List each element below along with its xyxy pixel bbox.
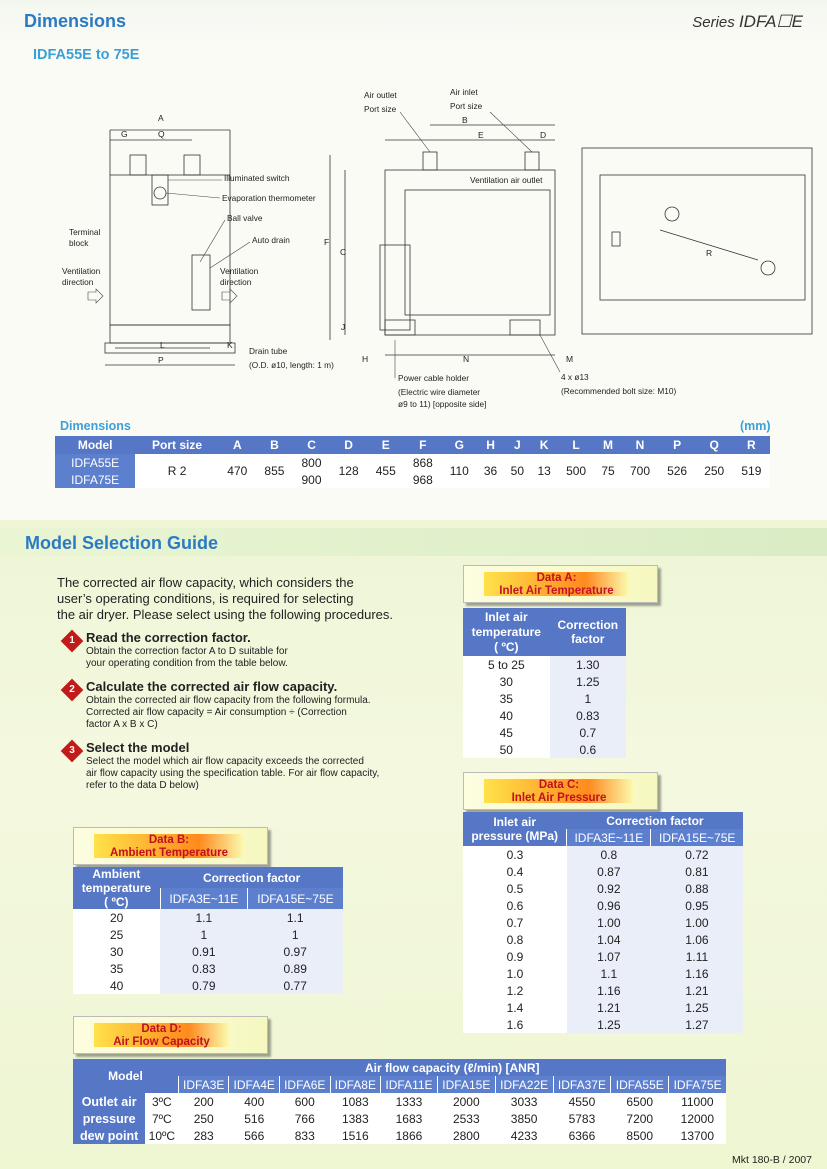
label-M: M bbox=[566, 354, 574, 364]
guide-intro-line: The corrected air flow capacity, which considers the bbox=[57, 575, 354, 590]
factor-cell: 1 bbox=[160, 926, 247, 943]
value-cell: 868 bbox=[404, 454, 441, 471]
callout-ventilation-air-outlet: Ventilation air outlet bbox=[470, 175, 543, 185]
data-b-tag bbox=[73, 827, 268, 865]
table-row bbox=[73, 1110, 726, 1127]
value-cell: 36 bbox=[477, 454, 504, 488]
callout-bolt-holes: 4 x ø13 bbox=[561, 372, 589, 382]
column-header: H bbox=[477, 436, 504, 454]
step-description: air flow capacity using the specification table. For air flow capacity, bbox=[86, 768, 380, 779]
capacity-cell: 11000 bbox=[669, 1093, 726, 1110]
table-row bbox=[463, 724, 626, 741]
column-header: A bbox=[219, 436, 256, 454]
factor-cell: 0.87 bbox=[567, 863, 651, 880]
table-row bbox=[463, 897, 743, 914]
value-cell: 800 bbox=[293, 454, 330, 471]
model-header: IDFA4E bbox=[229, 1076, 280, 1093]
factor-cell: 0.96 bbox=[567, 897, 651, 914]
dimensions-title: Dimensions bbox=[24, 11, 127, 31]
label-H: H bbox=[362, 354, 369, 364]
value-cell: 50 bbox=[504, 454, 531, 488]
capacity-cell: 2533 bbox=[437, 1110, 495, 1127]
footer-code: Mkt 180-B / 2007 bbox=[732, 1154, 812, 1166]
table-row bbox=[463, 673, 626, 690]
column-header: Inlet air pressure (MPa) bbox=[463, 812, 567, 846]
temperature-cell: 5 to 25 bbox=[463, 656, 550, 673]
dimensions-unit: (mm) bbox=[740, 419, 771, 433]
callout-air-outlet-2: Port size bbox=[364, 104, 397, 114]
column-header: K bbox=[531, 436, 558, 454]
data-c-tag bbox=[463, 772, 658, 810]
column-group-header: Correction factor bbox=[160, 867, 343, 888]
model-header: IDFA22E bbox=[495, 1076, 553, 1093]
factor-cell: 1 bbox=[247, 926, 343, 943]
step-description: Obtain the corrected air flow capacity from the following formula. bbox=[86, 695, 371, 706]
column-header: F bbox=[404, 436, 441, 454]
callout-air-inlet-1: Air inlet bbox=[450, 87, 478, 97]
data-d-tag-line: Air Flow Capacity bbox=[113, 1036, 210, 1048]
table-row bbox=[463, 1016, 743, 1033]
dew-point-cell: 3ºC bbox=[145, 1093, 178, 1110]
model-header: IDFA37E bbox=[553, 1076, 611, 1093]
table-header-row bbox=[73, 867, 343, 888]
step-number: 2 bbox=[69, 684, 75, 695]
table-header-row bbox=[55, 436, 770, 454]
callout-terminal-1: Terminal bbox=[69, 227, 101, 237]
model-header: IDFA11E bbox=[381, 1076, 438, 1093]
data-a-tag-text bbox=[484, 572, 629, 596]
pressure-cell: 0.6 bbox=[463, 897, 567, 914]
factor-cell: 1.21 bbox=[651, 982, 743, 999]
data-c-tag-text bbox=[484, 779, 634, 803]
callout-illuminated-switch: Illuminated switch bbox=[224, 173, 290, 183]
table-row bbox=[73, 926, 343, 943]
capacity-cell: 566 bbox=[229, 1127, 280, 1144]
factor-cell: 1.21 bbox=[567, 999, 651, 1016]
table-row bbox=[463, 948, 743, 965]
table-row bbox=[463, 863, 743, 880]
capacity-cell: 1083 bbox=[330, 1093, 381, 1110]
callout-vent-right-1: Ventilation bbox=[220, 266, 259, 276]
model-header: IDFA75E bbox=[669, 1076, 726, 1093]
series-prefix: Series bbox=[692, 14, 735, 31]
table-header-row bbox=[73, 1059, 726, 1076]
column-header: C bbox=[293, 436, 330, 454]
table-row bbox=[463, 982, 743, 999]
capacity-cell: 6366 bbox=[553, 1127, 611, 1144]
factor-cell: 1.1 bbox=[247, 909, 343, 926]
callout-drain-tube-spec: (O.D. ø10, length: 1 m) bbox=[249, 360, 334, 370]
label-J: J bbox=[341, 322, 346, 332]
column-header: R bbox=[733, 436, 770, 454]
capacity-cell: 4233 bbox=[495, 1127, 553, 1144]
guide-intro-line: user’s operating conditions, is required for selecting bbox=[57, 591, 354, 606]
value-cell: 110 bbox=[441, 454, 477, 488]
table-row bbox=[463, 690, 626, 707]
pressure-cell: 0.8 bbox=[463, 931, 567, 948]
data-b-table bbox=[73, 867, 343, 994]
column-header: Port size bbox=[135, 436, 218, 454]
factor-cell: 1.25 bbox=[651, 999, 743, 1016]
value-cell: 700 bbox=[621, 454, 658, 488]
callout-vent-right-2: direction bbox=[220, 277, 252, 287]
capacity-cell: 8500 bbox=[611, 1127, 669, 1144]
column-header: Ambient temperature ( ºC) bbox=[73, 867, 160, 909]
capacity-cell: 1333 bbox=[381, 1093, 438, 1110]
capacity-cell: 4550 bbox=[553, 1093, 611, 1110]
column-header: M bbox=[595, 436, 622, 454]
data-a-tag-line: Inlet Air Temperature bbox=[499, 585, 614, 597]
value-cell: 526 bbox=[659, 454, 696, 488]
step-description: refer to the data D below) bbox=[86, 780, 199, 791]
value-cell: 75 bbox=[595, 454, 622, 488]
step-description: Corrected air flow capacity = Air consumption ÷ (Correction bbox=[86, 707, 347, 718]
temperature-cell: 50 bbox=[463, 741, 550, 758]
model-header: IDFA15E bbox=[437, 1076, 495, 1093]
capacity-cell: 7200 bbox=[611, 1110, 669, 1127]
factor-cell: 0.8 bbox=[567, 846, 651, 863]
guide-intro bbox=[57, 575, 393, 623]
model-cell: IDFA75E bbox=[55, 471, 135, 488]
table-row bbox=[463, 846, 743, 863]
step-description: your operating condition from the table below. bbox=[86, 658, 288, 669]
model-cell: IDFA55E bbox=[55, 454, 135, 471]
capacity-cell: 250 bbox=[178, 1110, 229, 1127]
data-b-tag-text bbox=[94, 834, 244, 858]
callout-ball-valve: Ball valve bbox=[227, 213, 263, 223]
temperature-cell: 25 bbox=[73, 926, 160, 943]
label-F: F bbox=[324, 237, 330, 247]
label-L: L bbox=[160, 340, 165, 350]
pressure-cell: 0.3 bbox=[463, 846, 567, 863]
model-header: IDFA8E bbox=[330, 1076, 381, 1093]
capacity-cell: 600 bbox=[280, 1093, 331, 1110]
column-header: IDFA15E~75E bbox=[247, 888, 343, 909]
capacity-cell: 5783 bbox=[553, 1110, 611, 1127]
data-b-tag-line: Data B: bbox=[148, 834, 190, 846]
table-row bbox=[73, 977, 343, 994]
row-label: pressure bbox=[73, 1110, 145, 1127]
factor-cell: 1.16 bbox=[567, 982, 651, 999]
dimension-drawing bbox=[0, 0, 827, 420]
callout-air-outlet-1: Air outlet bbox=[364, 90, 397, 100]
dimensions-table-title: Dimensions bbox=[60, 419, 131, 433]
column-header: G bbox=[441, 436, 477, 454]
callout-vent-left-1: Ventilation bbox=[62, 266, 101, 276]
table-header-row bbox=[463, 812, 743, 829]
callout-auto-drain: Auto drain bbox=[252, 235, 290, 245]
capacity-cell: 833 bbox=[280, 1127, 331, 1144]
factor-cell: 0.83 bbox=[160, 960, 247, 977]
capacity-cell: 283 bbox=[178, 1127, 229, 1144]
factor-cell: 0.77 bbox=[247, 977, 343, 994]
factor-cell: 0.6 bbox=[550, 741, 626, 758]
column-group-header: Air flow capacity (ℓ/min) [ANR] bbox=[178, 1059, 726, 1076]
callout-terminal-2: block bbox=[69, 238, 89, 248]
data-d-tag-text bbox=[94, 1023, 229, 1047]
column-header: B bbox=[256, 436, 293, 454]
dimensions-table bbox=[55, 436, 770, 488]
callout-vent-left-2: direction bbox=[62, 277, 94, 287]
factor-cell: 0.79 bbox=[160, 977, 247, 994]
table-row bbox=[73, 1127, 726, 1144]
factor-cell: 1.04 bbox=[567, 931, 651, 948]
label-A: A bbox=[158, 113, 164, 123]
data-a-table bbox=[463, 608, 626, 758]
factor-cell: 1.11 bbox=[651, 948, 743, 965]
factor-cell: 1.00 bbox=[651, 914, 743, 931]
capacity-cell: 200 bbox=[178, 1093, 229, 1110]
capacity-cell: 12000 bbox=[669, 1110, 726, 1127]
factor-cell: 0.81 bbox=[651, 863, 743, 880]
capacity-cell: 3850 bbox=[495, 1110, 553, 1127]
column-header: IDFA3E~11E bbox=[160, 888, 247, 909]
table-row bbox=[463, 999, 743, 1016]
callout-bolt-size: (Recommended bolt size: M10) bbox=[561, 386, 677, 396]
step-description: Select the model which air flow capacity exceeds the corrected bbox=[86, 756, 364, 767]
value-cell: 13 bbox=[531, 454, 558, 488]
table-row bbox=[73, 943, 343, 960]
value-cell: 500 bbox=[558, 454, 595, 488]
pressure-cell: 0.5 bbox=[463, 880, 567, 897]
step-title: Select the model bbox=[86, 740, 190, 755]
column-header: Model bbox=[73, 1059, 178, 1093]
table-row bbox=[463, 914, 743, 931]
callout-wire-diameter-2: ø9 to 11) [opposite side] bbox=[398, 399, 487, 409]
row-label: dew point bbox=[73, 1127, 145, 1144]
callout-evaporation-thermometer: Evaporation thermometer bbox=[222, 193, 316, 203]
column-group-header: Correction factor bbox=[567, 812, 743, 829]
table-row bbox=[463, 880, 743, 897]
value-cell: 455 bbox=[367, 454, 404, 488]
capacity-cell: 1516 bbox=[330, 1127, 381, 1144]
temperature-cell: 35 bbox=[463, 690, 550, 707]
pressure-cell: 1.2 bbox=[463, 982, 567, 999]
step-title: Calculate the corrected air flow capacity. bbox=[86, 679, 338, 694]
step-number: 1 bbox=[69, 635, 75, 646]
factor-cell: 1.30 bbox=[550, 656, 626, 673]
data-c-table bbox=[463, 812, 743, 1033]
data-d-tag-line: Data D: bbox=[141, 1023, 182, 1035]
factor-cell: 1.16 bbox=[651, 965, 743, 982]
temperature-cell: 35 bbox=[73, 960, 160, 977]
factor-cell: 0.72 bbox=[651, 846, 743, 863]
value-cell: 470 bbox=[219, 454, 256, 488]
guide-intro-line: the air dryer. Please select using the following procedures. bbox=[57, 607, 394, 622]
label-G: G bbox=[121, 129, 128, 139]
table-row bbox=[463, 931, 743, 948]
pressure-cell: 0.9 bbox=[463, 948, 567, 965]
factor-cell: 0.7 bbox=[550, 724, 626, 741]
capacity-cell: 2000 bbox=[437, 1093, 495, 1110]
label-Q: Q bbox=[158, 129, 165, 139]
pressure-cell: 1.0 bbox=[463, 965, 567, 982]
factor-cell: 1.00 bbox=[567, 914, 651, 931]
capacity-cell: 1383 bbox=[330, 1110, 381, 1127]
dew-point-cell: 7ºC bbox=[145, 1110, 178, 1127]
factor-cell: 1.1 bbox=[160, 909, 247, 926]
table-row bbox=[463, 741, 626, 758]
label-R: R bbox=[706, 248, 713, 258]
label-D: D bbox=[540, 130, 547, 140]
table-row bbox=[73, 960, 343, 977]
temperature-cell: 40 bbox=[463, 707, 550, 724]
label-E: E bbox=[478, 130, 484, 140]
table-header-row bbox=[463, 608, 626, 656]
guide-title: Model Selection Guide bbox=[25, 533, 219, 553]
value-cell: 519 bbox=[733, 454, 770, 488]
step-description: Obtain the correction factor A to D suitable for bbox=[86, 646, 288, 657]
callout-wire-diameter-1: (Electric wire diameter bbox=[398, 387, 481, 397]
data-a-tag bbox=[463, 565, 658, 603]
callout-drain-tube: Drain tube bbox=[249, 346, 288, 356]
column-header: J bbox=[504, 436, 531, 454]
column-header: Model bbox=[55, 436, 135, 454]
temperature-cell: 30 bbox=[463, 673, 550, 690]
value-cell: 128 bbox=[330, 454, 367, 488]
data-b-tag-line: Ambient Temperature bbox=[109, 847, 228, 859]
factor-cell: 1 bbox=[550, 690, 626, 707]
factor-cell: 0.95 bbox=[651, 897, 743, 914]
column-header: IDFA15E~75E bbox=[651, 829, 743, 846]
capacity-cell: 2800 bbox=[437, 1127, 495, 1144]
value-cell: 900 bbox=[293, 471, 330, 488]
label-N: N bbox=[463, 354, 470, 364]
temperature-cell: 45 bbox=[463, 724, 550, 741]
data-d-table bbox=[73, 1059, 726, 1144]
factor-cell: 0.92 bbox=[567, 880, 651, 897]
capacity-cell: 1683 bbox=[381, 1110, 438, 1127]
factor-cell: 1.25 bbox=[550, 673, 626, 690]
table-row bbox=[73, 909, 343, 926]
model-header: IDFA55E bbox=[611, 1076, 669, 1093]
factor-cell: 0.97 bbox=[247, 943, 343, 960]
step-number: 3 bbox=[69, 745, 75, 756]
label-B: B bbox=[462, 115, 468, 125]
capacity-cell: 6500 bbox=[611, 1093, 669, 1110]
pressure-cell: 1.6 bbox=[463, 1016, 567, 1033]
value-cell: 855 bbox=[256, 454, 293, 488]
pressure-cell: 0.7 bbox=[463, 914, 567, 931]
column-header: Correction factor bbox=[550, 608, 626, 656]
column-header: IDFA3E~11E bbox=[567, 829, 651, 846]
factor-cell: 0.83 bbox=[550, 707, 626, 724]
factor-cell: 1.1 bbox=[567, 965, 651, 982]
temperature-cell: 20 bbox=[73, 909, 160, 926]
table-row bbox=[463, 656, 626, 673]
label-K: K bbox=[227, 340, 233, 350]
table-row bbox=[55, 454, 770, 471]
capacity-cell: 1866 bbox=[381, 1127, 438, 1144]
capacity-cell: 400 bbox=[229, 1093, 280, 1110]
column-header: P bbox=[659, 436, 696, 454]
capacity-cell: 13700 bbox=[669, 1127, 726, 1144]
model-header: IDFA6E bbox=[280, 1076, 331, 1093]
column-header: Q bbox=[696, 436, 733, 454]
label-P: P bbox=[158, 355, 164, 365]
port-size-cell: R 2 bbox=[135, 454, 218, 488]
column-header: N bbox=[621, 436, 658, 454]
callout-power-cable-holder: Power cable holder bbox=[398, 373, 470, 383]
data-a-tag-line: Data A: bbox=[536, 572, 577, 584]
factor-cell: 0.89 bbox=[247, 960, 343, 977]
data-c-tag-line: Inlet Air Pressure bbox=[511, 792, 607, 804]
step-description: factor A x B x C) bbox=[86, 719, 158, 730]
callout-air-inlet-2: Port size bbox=[450, 101, 483, 111]
value-cell: 250 bbox=[696, 454, 733, 488]
capacity-cell: 3033 bbox=[495, 1093, 553, 1110]
table-row bbox=[73, 1093, 726, 1110]
factor-cell: 0.88 bbox=[651, 880, 743, 897]
factor-cell: 1.07 bbox=[567, 948, 651, 965]
pressure-cell: 1.4 bbox=[463, 999, 567, 1016]
table-row bbox=[463, 707, 626, 724]
series-name: IDFA☐E bbox=[738, 12, 803, 31]
factor-cell: 1.27 bbox=[651, 1016, 743, 1033]
capacity-cell: 766 bbox=[280, 1110, 331, 1127]
table-row bbox=[463, 965, 743, 982]
temperature-cell: 40 bbox=[73, 977, 160, 994]
model-range-subtitle: IDFA55E to 75E bbox=[33, 47, 140, 63]
step-title: Read the correction factor. bbox=[86, 630, 251, 645]
column-header: Inlet air temperature ( ºC) bbox=[463, 608, 550, 656]
dew-point-cell: 10ºC bbox=[145, 1127, 178, 1144]
label-C: C bbox=[340, 247, 347, 257]
factor-cell: 1.25 bbox=[567, 1016, 651, 1033]
column-header: D bbox=[330, 436, 367, 454]
capacity-cell: 516 bbox=[229, 1110, 280, 1127]
factor-cell: 0.91 bbox=[160, 943, 247, 960]
column-header: L bbox=[558, 436, 595, 454]
factor-cell: 1.06 bbox=[651, 931, 743, 948]
temperature-cell: 30 bbox=[73, 943, 160, 960]
model-header: IDFA3E bbox=[178, 1076, 229, 1093]
row-label: Outlet air bbox=[73, 1093, 145, 1110]
data-c-tag-line: Data C: bbox=[538, 779, 580, 791]
data-d-tag bbox=[73, 1016, 268, 1054]
column-header: E bbox=[367, 436, 404, 454]
value-cell: 968 bbox=[404, 471, 441, 488]
pressure-cell: 0.4 bbox=[463, 863, 567, 880]
